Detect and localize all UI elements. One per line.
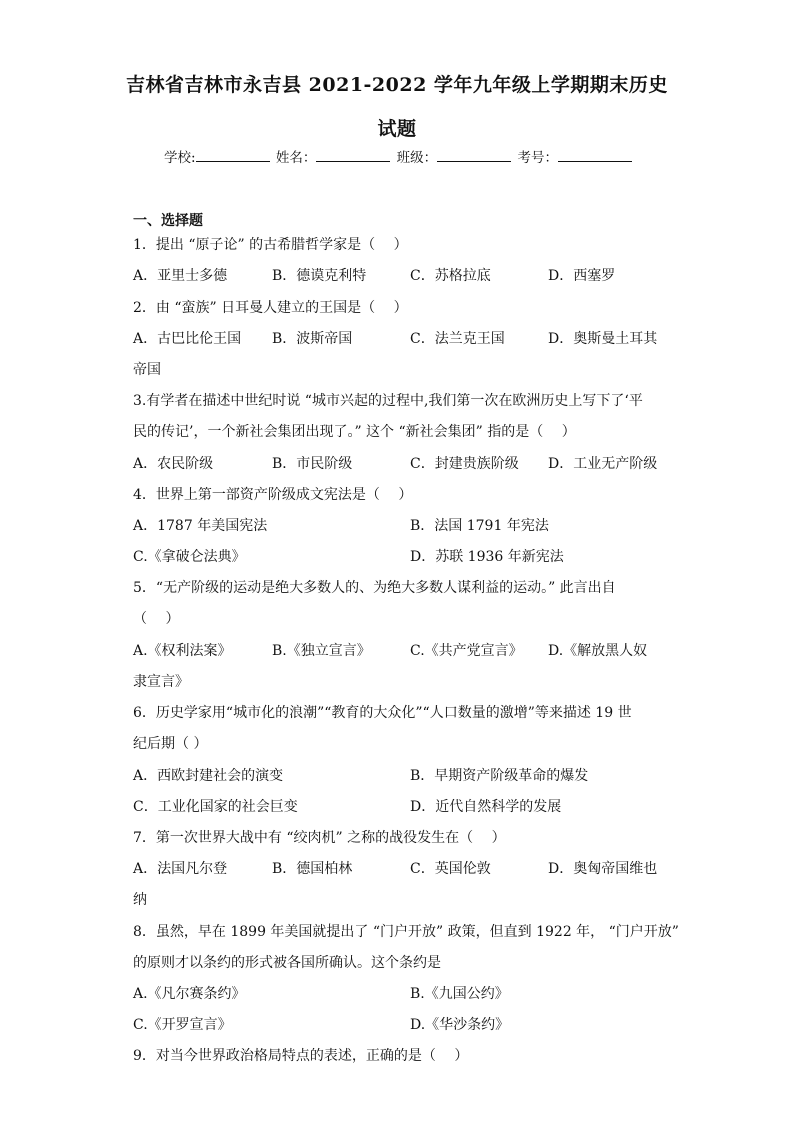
question-1-option-c: C．苏格拉底: [410, 268, 491, 284]
page-title: 吉林省吉林市永吉县 2021-2022 学年九年级上学期期末历史: [126, 74, 668, 96]
question-5-option-d: D.《解放黑人奴: [548, 643, 648, 659]
student-info-row: [164, 146, 634, 166]
question-6-option-a: A．西欧封建社会的演变: [133, 768, 284, 784]
question-5-option-d-continued: 隶宣言》: [133, 674, 189, 690]
school-label: 学校:: [164, 150, 196, 166]
question-8-option-a: A.《凡尔赛条约》: [133, 986, 246, 1002]
school-field[interactable]: [196, 148, 270, 162]
question-5-option-c: C.《共产党宣言》: [410, 643, 523, 659]
question-8-stem: 8．虽然，早在 1899 年美国就提出了 “门户开放” 政策，但直到 1922 年， “门户开放”: [133, 924, 679, 940]
question-8-option-b: B.《九国公约》: [410, 986, 509, 1002]
question-3-stem-continued: 民的传记’，一个新社会集团出现了。” 这个 “新社会集团” 指的是（ ）: [133, 424, 576, 440]
question-3-option-a: A．农民阶级: [133, 456, 214, 472]
question-7-stem: 7．第一次世界大战中有 “绞肉机” 之称的战役发生在（ ）: [133, 830, 506, 846]
question-1-option-a: A．亚里士多德: [133, 268, 228, 284]
name-label: 姓名：: [275, 150, 317, 166]
question-4-option-a: A．1787 年美国宪法: [133, 518, 268, 534]
question-6-option-d: D．近代自然科学的发展: [410, 799, 562, 815]
question-6-option-b: B．早期资产阶级革命的爆发: [410, 768, 589, 784]
question-6-stem-continued: 纪后期（ ）: [133, 736, 208, 752]
question-5-stem-continued: （ ）: [133, 611, 180, 627]
question-5-option-a: A.《权利法案》: [133, 643, 232, 659]
question-7-option-b: B．德国柏林: [272, 861, 353, 877]
question-6-stem: 6．历史学家用“城市化的浪潮”“教育的大众化”“人口数量的激增”等来描述 19 世: [133, 705, 632, 721]
question-8-option-c: C.《开罗宣言》: [133, 1017, 232, 1033]
question-3-option-b: B．市民阶级: [272, 456, 353, 472]
exam-no-label: 考号：: [517, 150, 558, 166]
exam-no-field[interactable]: [558, 148, 632, 162]
question-2-stem: 2．由 “蛮族” 日耳曼人建立的王国是（ ）: [133, 300, 408, 316]
question-8-option-d: D.《华沙条约》: [410, 1017, 510, 1033]
question-8-stem-continued: 的原则才以条约的形式被各国所确认。这个条约是: [133, 955, 441, 971]
question-7-option-d: D．奥匈帝国维也: [548, 861, 658, 877]
question-4-option-d: D．苏联 1936 年新宪法: [410, 549, 564, 565]
question-1-option-d: D．西塞罗: [548, 268, 616, 284]
question-9-stem: 9．对当今世界政治格局特点的表述，正确的是（ ）: [133, 1048, 469, 1064]
question-7-option-c: C．英国伦敦: [410, 861, 491, 877]
question-2-option-b: B．波斯帝国: [272, 331, 353, 347]
question-3-option-c: C．封建贵族阶级: [410, 456, 519, 472]
question-7-option-d-continued: 纳: [133, 892, 147, 908]
question-2-option-a: A．古巴比伦王国: [133, 331, 242, 347]
question-7-option-a: A．法国凡尔登: [133, 861, 228, 877]
class-label: 班级：: [396, 150, 438, 166]
question-6-option-c: C．工业化国家的社会巨变: [133, 799, 298, 815]
question-4-option-c: C.《拿破仑法典》: [133, 549, 246, 565]
question-1-option-b: B．德谟克利特: [272, 268, 367, 284]
section-title: 一、选择题: [133, 213, 203, 229]
question-2-option-c: C．法兰克王国: [410, 331, 505, 347]
question-2-option-d-continued: 帝国: [133, 362, 161, 378]
question-2-option-d: D．奥斯曼土耳其: [548, 331, 658, 347]
page-title-continued: 试题: [377, 118, 417, 140]
question-3-stem: 3.有学者在描述中世纪时说 “城市兴起的过程中,我们第一次在欧洲历史上写下了‘平: [133, 393, 643, 409]
question-5-option-b: B.《独立宣言》: [272, 643, 371, 659]
question-5-stem: 5．“无产阶级的运动是绝大多数人的、为绝大多数人谋利益的运动。” 此言出自: [133, 580, 616, 596]
question-1-stem: 1．提出 “原子论” 的古希腊哲学家是（ ）: [133, 237, 408, 253]
name-field[interactable]: [316, 148, 390, 162]
question-4-option-b: B．法国 1791 年宪法: [410, 518, 549, 534]
question-4-stem: 4．世界上第一部资产阶级成文宪法是（ ）: [133, 487, 413, 503]
class-field[interactable]: [437, 148, 511, 162]
question-3-option-d: D．工业无产阶级: [548, 456, 658, 472]
